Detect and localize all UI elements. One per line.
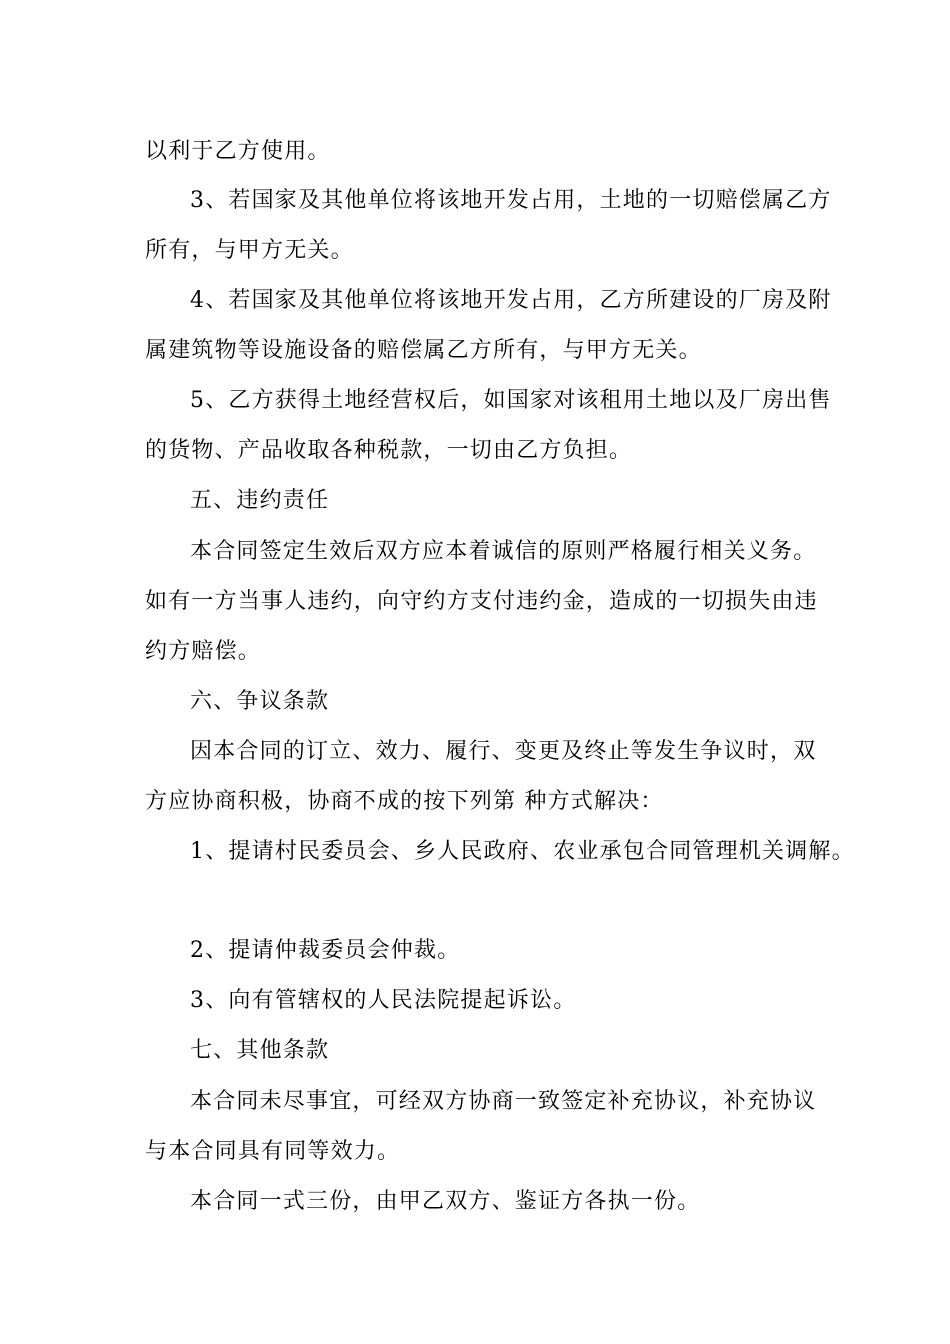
- clause-3: 3、若国家及其他单位将该地开发占用，土地的一切赔偿属乙方: [190, 188, 832, 213]
- text-line: 与本合同具有同等效力。: [145, 1139, 401, 1164]
- dispute-option-2: 2、提请仲裁委员会仲裁。: [190, 938, 461, 963]
- text-line: 属建筑物等设施设备的赔偿属乙方所有，与甲方无关。: [145, 338, 702, 363]
- section-heading: 六、争议条款: [190, 689, 330, 714]
- text-line: 所有，与甲方无关。: [145, 238, 354, 263]
- dispute-option-1: 1、提请村民委员会、乡人民政府、农业承包合同管理机关调解。: [190, 839, 855, 864]
- clause-5: 5、乙方获得土地经营权后，如国家对该租用土地以及厂房出售: [190, 388, 832, 413]
- section-heading: 七、其他条款: [190, 1038, 330, 1063]
- text-line: 方应协商积极，协商不成的按下列第 种方式解决：: [145, 789, 664, 814]
- text-line: 以利于乙方使用。: [145, 139, 331, 164]
- text-line: 如有一方当事人违约，向守约方支付违约金，造成的一切损失由违: [145, 589, 818, 614]
- text-line: 本合同一式三份，由甲乙双方、鉴证方各执一份。: [190, 1189, 701, 1214]
- text-line: 约方赔偿。: [145, 639, 262, 664]
- text-line: 因本合同的订立、效力、履行、变更及终止等发生争议时，双: [190, 739, 817, 764]
- text-line: 的货物、产品收取各种税款，一切由乙方负担。: [145, 438, 633, 463]
- clause-4: 4、若国家及其他单位将该地开发占用，乙方所建设的厂房及附: [190, 288, 832, 313]
- section-heading: 五、违约责任: [190, 488, 330, 513]
- dispute-option-3: 3、向有管辖权的人民法院提起诉讼。: [190, 988, 577, 1013]
- text-line: 本合同未尽事宜，可经双方协商一致签定补充协议，补充协议: [190, 1089, 817, 1114]
- text-line: 本合同签定生效后双方应本着诚信的原则严格履行相关义务。: [190, 539, 817, 564]
